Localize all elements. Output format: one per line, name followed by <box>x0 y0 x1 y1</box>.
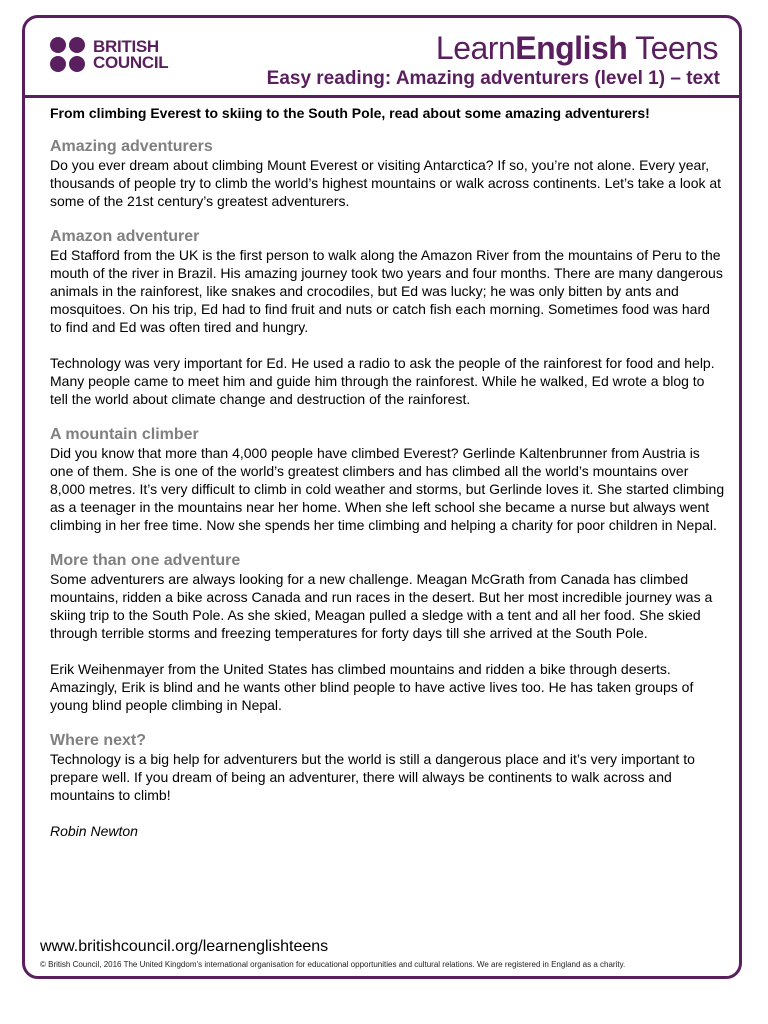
section-heading: A mountain climber <box>50 426 199 443</box>
paragraph: Technology was very important for Ed. He used a radio to ask the people of the rainforest for food and help. Many people came to meet him and guide him through the rainforest. While he walked, Ed wrote a blog to tell the world about climate change and destruction of the rainforest. <box>50 355 715 407</box>
logo-dots-icon <box>50 37 85 72</box>
paragraph: Do you ever dream about climbing Mount Everest or visiting Antarctica? If so, you’re not alone. Every year, thousands of people try to climb the world’s highest mountains or walk across continents. Let’s take a look at some of the 21st century’s greatest adventurers. <box>50 157 722 209</box>
section-more-than-one-adventure <box>50 552 725 714</box>
section-heading: Amazing adventurers <box>50 138 213 155</box>
paragraph: Some adventurers are always looking for a new challenge. Meagan McGrath from Canada has climbed mountains, ridden a bike across Canada and run races in the desert. But her most incredible journey was a skiing trip to the South Pole. As she skied, Meagan pulled a sledge with a tent and all her food. She skied through terrible storms and freezing temperatures for forty days till she arrived at the South Pole. <box>50 571 713 641</box>
document-title: Easy reading: Amazing adventurers (level 1) – text <box>266 68 720 89</box>
british-council-logo <box>50 37 168 72</box>
header-divider <box>22 95 742 98</box>
site-bold: English <box>515 30 628 66</box>
paragraph: Technology is a big help for adventurers but the world is still a dangerous place and it’s very important to prepare well. If you dream of being an adventurer, there will always be continents to walk across and mountains to climb! <box>50 751 695 803</box>
brand-line2: COUNCIL <box>93 52 169 72</box>
section-where-next <box>50 732 725 804</box>
footer-url: www.britishcouncil.org/learnenglishteens <box>40 938 329 955</box>
site-regular: Learn <box>435 30 516 66</box>
site-suffix: Teens <box>627 30 718 66</box>
paragraph: Ed Stafford from the UK is the first person to walk along the Amazon River from the mountains of Peru to the mouth of the river in Brazil. His amazing journey took two years and four months. There are many dangerous animals in the rainforest, like snakes and crocodiles, but Ed was lucky; he was only bitten by ants and mosquitoes. On his trip, Ed had to find fruit and nuts or catch fish each morning. Sometimes food was hard to find and Ed was often tired and hungry. <box>50 247 723 335</box>
author-name: Robin Newton <box>50 823 138 839</box>
section-heading: Where next? <box>50 732 147 749</box>
section-heading: More than one adventure <box>50 552 241 569</box>
paragraph: Did you know that more than 4,000 people have climbed Everest? Gerlinde Kaltenbrunner from Austria is one of them. She is one of the world’s greatest climbers and has climbed all the world’s mountains over 8,000 metres. It’s very difficult to climb in cold weather and storms, but Gerlinde loves it. She started climbing as a teenager in the mountains near her home. When she left school she became a nurse but always went climbing in her free time. Now she spends her time climbing and helping a charity for poor children in Nepal. <box>50 445 725 533</box>
brand-line1: BRITISH <box>93 36 159 56</box>
section-amazon-adventurer <box>50 228 725 408</box>
section-heading: Amazon adventurer <box>50 228 200 245</box>
intro-text: From climbing Everest to skiing to the South Pole, read about some amazing adventurers! <box>50 105 650 121</box>
learnenglish-teens-logo <box>436 30 718 67</box>
brand-name <box>93 36 169 72</box>
footer-copyright: © British Council, 2016 The United Kingdom’s international organisation for educational opportunities and cultural relations. We are registered in England as a charity. <box>40 960 626 969</box>
section-amazing-adventurers <box>50 138 725 210</box>
paragraph: Erik Weihenmayer from the United States has climbed mountains and ridden a bike through deserts. Amazingly, Erik is blind and he wants other blind people to have active lives too. He has taken groups of young blind people climbing in Nepal. <box>50 661 694 713</box>
article-body <box>50 104 725 854</box>
section-mountain-climber <box>50 426 725 534</box>
